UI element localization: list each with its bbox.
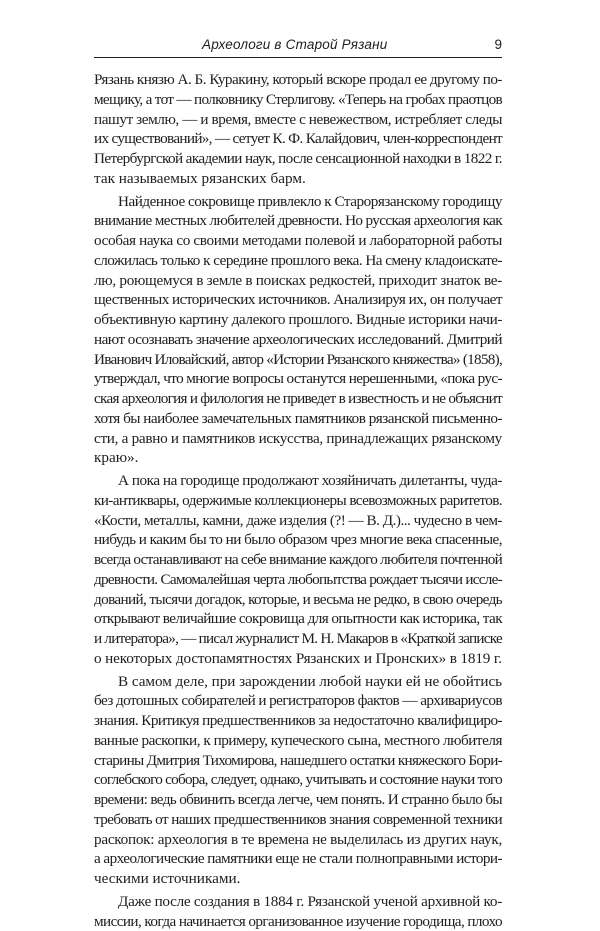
text-line: Иванович Иловайский, автор «Истории Рязанского княжества» (1858), [94,350,502,370]
text-line: ки-антиквары, одержимые коллекционеры всевозможных раритетов. [94,491,502,511]
running-header [94,36,502,58]
body-text [94,70,502,931]
text-line: А пока на городище продолжают хозяйничать дилетанты, чуда- [94,471,502,491]
text-line: так называемых рязанских барм. [94,169,502,189]
running-title: Археологи в Старой Рязани [202,37,387,52]
paragraph [94,70,502,189]
text-line: открывают величайшие сокровища для опытности как историка, так [94,609,502,629]
text-line: внимание местных любителей древности. Но русская археология как [94,211,502,231]
text-line: всегда останавливают на себе внимание каждого любителя почтенной [94,550,502,570]
text-line: пашут землю, — и время, вместе с невежеством, истребляет следы [94,110,502,130]
text-line: хотя бы наиболее замечательных памятников рязанской письменно- [94,409,502,429]
text-line: дований, тысячи догадок, которые, и весьма не редко, в свою очередь [94,590,502,610]
text-line: мещику, а тот — полковнику Стерлигову. «Теперь на гробах праотцов [94,90,502,110]
text-line: раскопок: археология в те времена не выделилась из других наук, [94,830,502,850]
text-line: Рязань князю А. Б. Куракину, который вскоре продал ее другому по- [94,70,502,90]
text-line: ская археология и филология не приведет в известность и не объяснит [94,389,502,409]
paragraph [94,672,502,889]
text-line: нибудь и каким бы то ни было образом чрез многие века спасенные, [94,530,502,550]
text-line: «Кости, металлы, камни, даже изделия (?! — В. Д.)... чудесно в чем- [94,511,502,531]
text-line: сложилась только к середине прошлого века. На смену кладоискате- [94,251,502,271]
paragraph [94,892,502,931]
text-line: их существований», — сетует К. Ф. Калайдович, член-корреспондент [94,129,502,149]
text-line: о некоторых достопамятностях Рязанских и Пронских» в 1819 г. [94,649,502,669]
paragraph [94,192,502,469]
text-line: времени: ведь обвинить всегда легче, чем понять. И странно было бы [94,790,502,810]
text-line: ческими источниками. [94,869,502,889]
text-line: сти, а равно и памятников искусства, принадлежащих рязанскому [94,429,502,449]
text-line: знания. Критикуя предшественников за недостаточно квалифициро- [94,711,502,731]
text-line: а археологические памятники еще не стали полноправными истори- [94,849,502,869]
text-line: утверждал, что многие вопросы останутся нерешенными, «пока рус- [94,369,502,389]
text-line: древности. Самомалейшая черта любопытства рождает тысячи иссле- [94,570,502,590]
text-line: соглебского собора, следует, однако, учитывать и состояние науки того [94,770,502,790]
text-line: миссии, когда начинается организованное изучение городища, плохо [94,912,502,931]
text-line: краю». [94,448,502,468]
text-line: лю, роющемуся в земле в поисках редкостей, приходит знаток ве- [94,271,502,291]
text-line: ванные раскопки, к примеру, купеческого сына, местного любителя [94,731,502,751]
text-line: старины Дмитрия Тихомирова, нашедшего остатки княжеского Бори- [94,751,502,771]
text-line: без дотошных собирателей и регистраторов фактов — архивариусов [94,691,502,711]
paragraph [94,471,502,669]
text-line: нают осознавать значение археологических исследований. Дмитрий [94,330,502,350]
text-line: особая наука со своими методами полевой и лабораторной работы [94,231,502,251]
text-line: Петербургской академии наук, после сенсационной находки в 1822 г. [94,149,502,169]
text-line: В самом деле, при зарождении любой науки ей не обойтись [94,672,502,692]
text-line: Найденное сокровище привлекло к Старорязанскому городищу [94,192,502,212]
text-line: Даже после создания в 1884 г. Рязанской ученой архивной ко- [94,892,502,912]
header-rule [94,57,502,58]
text-line: и литератора», — писал журналист М. Н. Макаров в «Краткой записке [94,629,502,649]
page-number: 9 [494,37,502,52]
text-line: щественных исторических источников. Анализируя их, он получает [94,290,502,310]
text-line: объективную картину далекого прошлого. Видные историки начи- [94,310,502,330]
text-line: требовать от наших предшественников знания современной техники [94,810,502,830]
